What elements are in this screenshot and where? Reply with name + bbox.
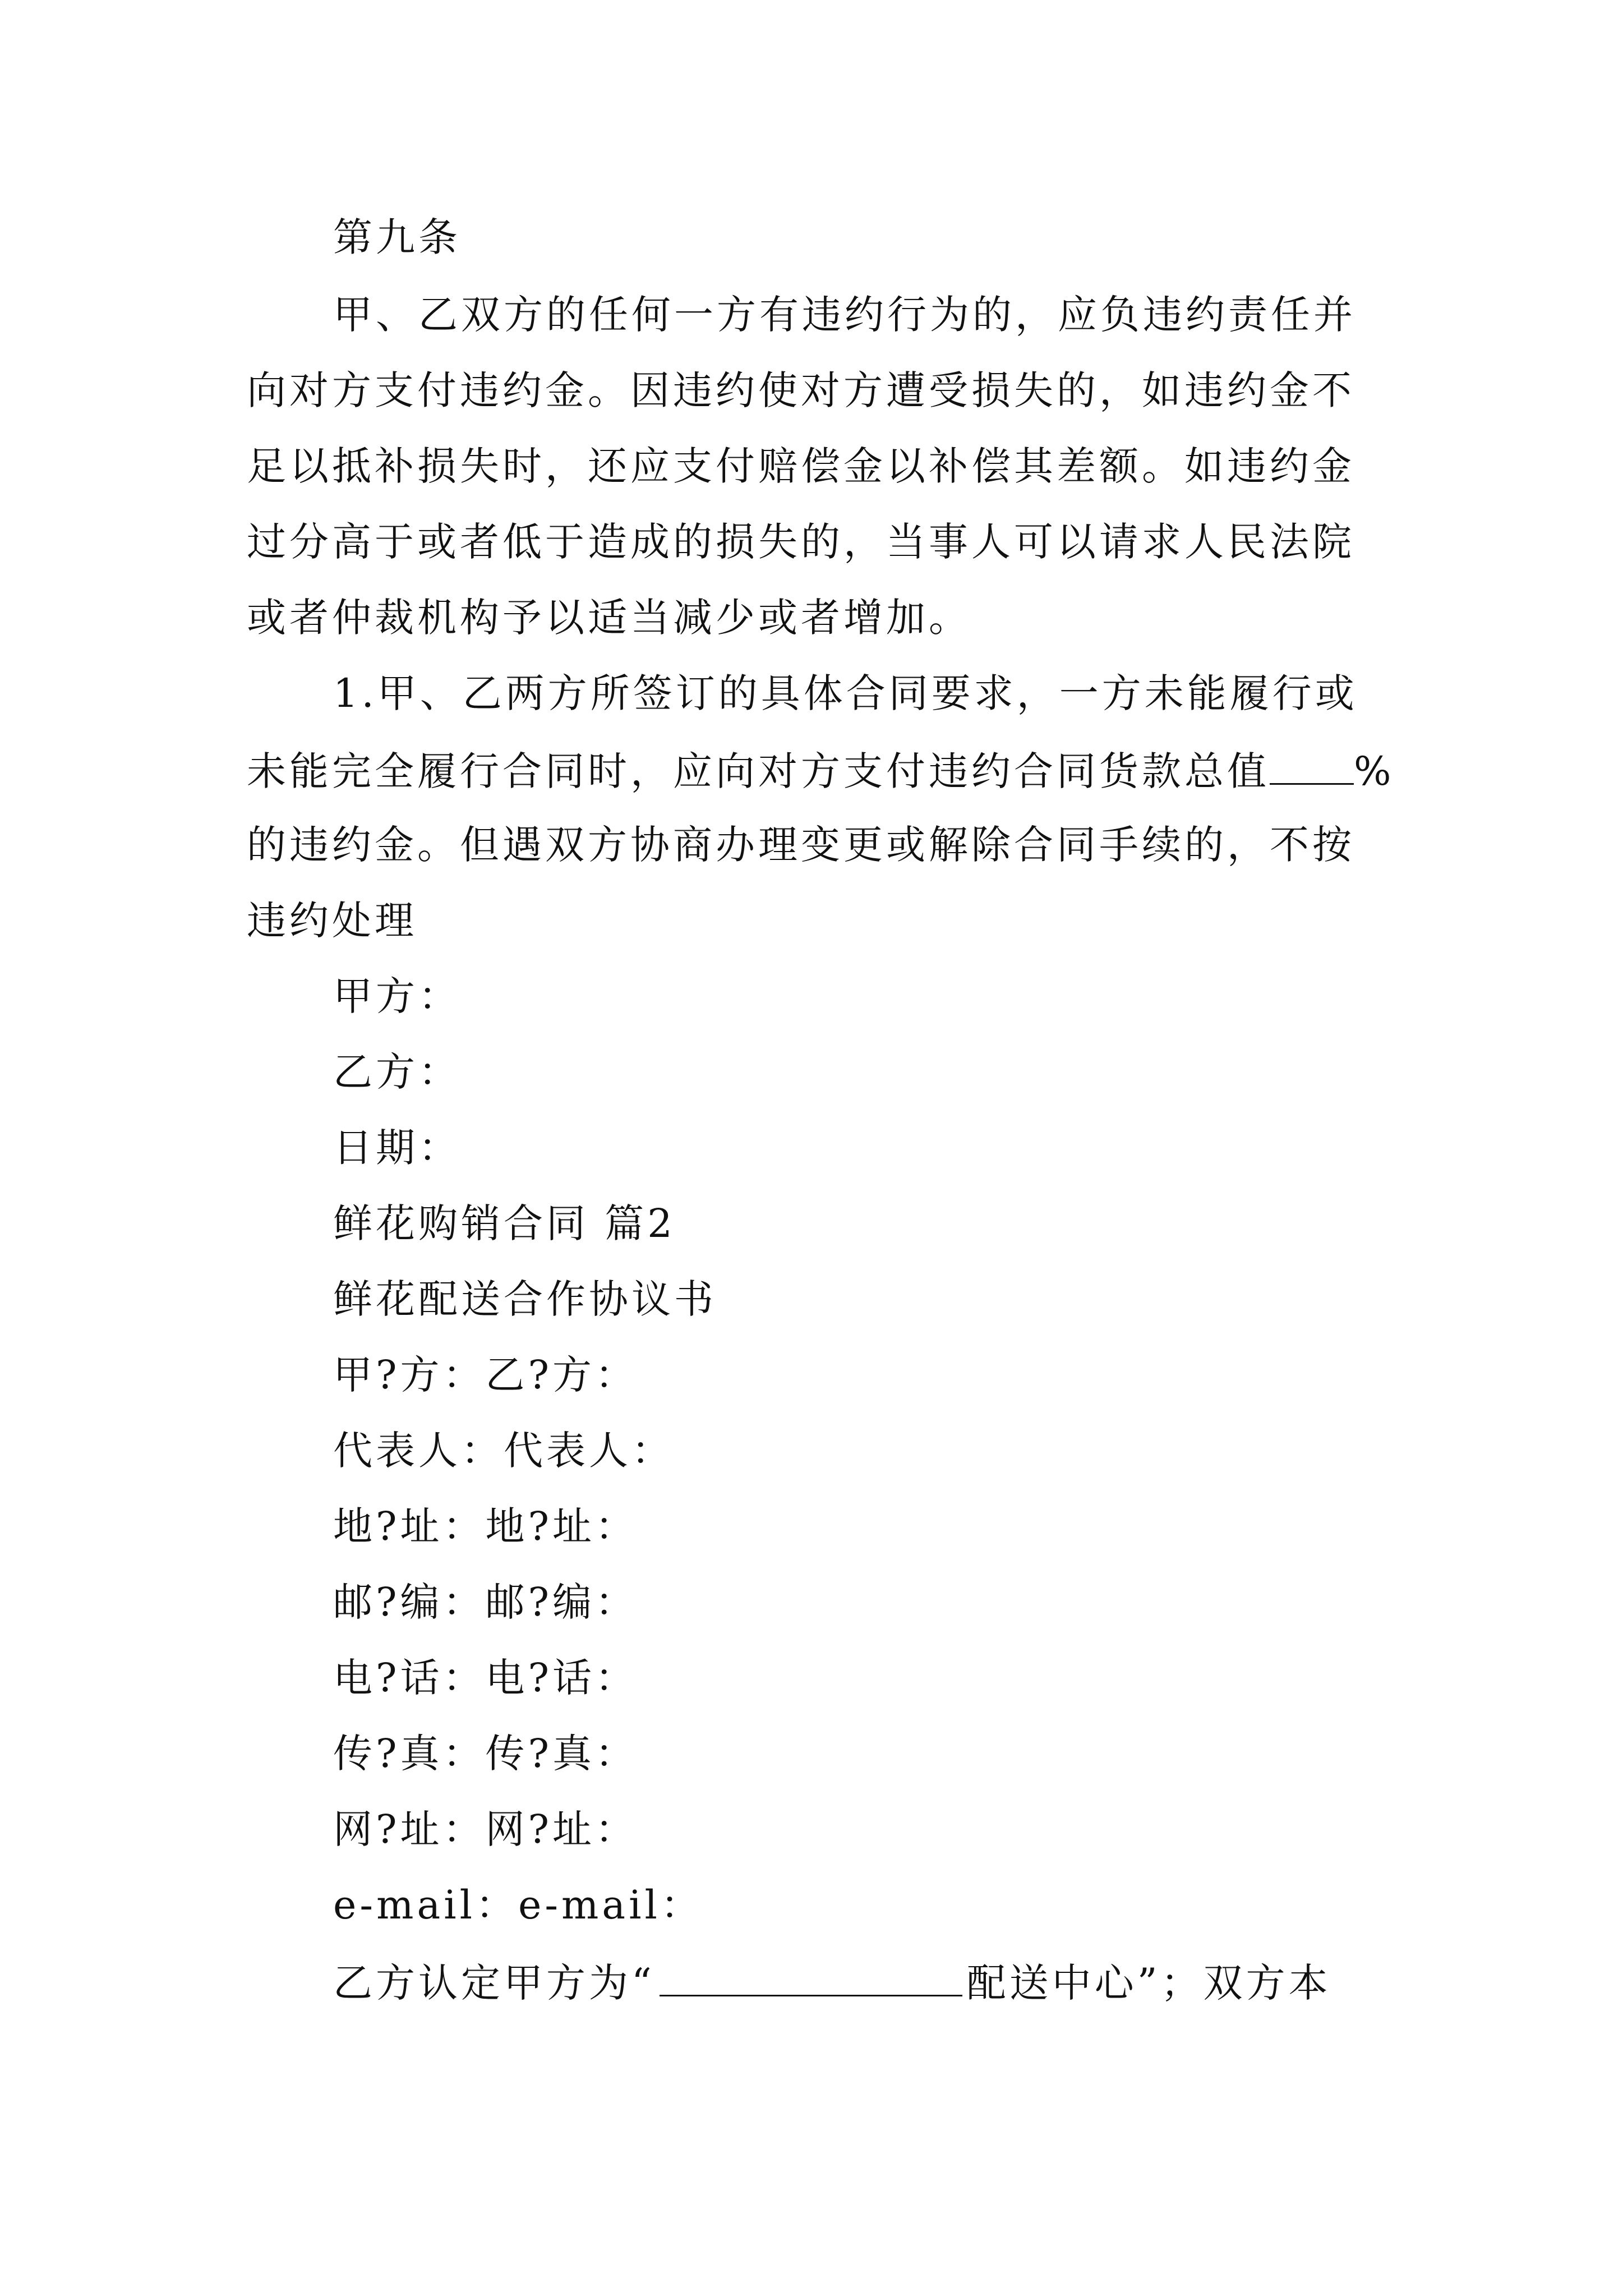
clause-line-with-blank [247,748,1395,794]
paragraph-line: 过分高于或者低于造成的损失的，当事人可以请求人民法院 [247,519,1355,565]
article-heading: 第九条 [333,214,461,260]
section-title: 鲜花购销合同 篇2 [333,1200,676,1246]
field-line: 甲?方：乙?方： [333,1352,638,1398]
paragraph-line: 足以抵补损失时，还应支付赔偿金以补偿其差额。如违约金 [247,443,1355,489]
clause-line: 1.甲、乙两方所签订的具体合同要求，一方未能履行或 [333,670,1358,716]
paragraph-line: 向对方支付违约金。因违约使对方遭受损失的，如违约金不 [247,367,1355,413]
field-line: 电?话：电?话： [333,1655,638,1701]
agreement-line-with-blank [333,1960,1331,2006]
paragraph-line: 甲、乙双方的任何一方有违约行为的，应负违约责任并 [333,292,1356,338]
party-b-label: 乙方： [333,1049,461,1095]
field-line: 代表人：代表人： [333,1428,674,1474]
agreement-text: 配送中心”；双方本 [966,1960,1331,2006]
percent-sign: % [1354,748,1395,794]
agreement-text: 乙方认定甲方为“ [333,1960,655,2006]
percentage-blank [1270,749,1354,785]
paragraph-line: 或者仲裁机构予以适当减少或者增加。 [247,595,971,641]
section-subtitle: 鲜花配送合作协议书 [333,1276,717,1322]
party-a-label: 甲方： [333,973,461,1019]
date-label: 日期： [333,1125,461,1171]
clause-text: 未能完全履行合同时，应向对方支付违约合同货款总值 [247,748,1270,794]
field-line: 传?真：传?真： [333,1731,638,1777]
field-line: 邮?编：邮?编： [333,1579,638,1625]
center-name-blank [660,1961,962,1996]
clause-line: 违约处理 [247,898,417,944]
field-line: 网?址：网?址： [333,1806,638,1852]
field-line: e-mail：e-mail： [333,1882,703,1928]
clause-line: 的违约金。但遇双方协商办理变更或解除合同手续的，不按 [247,822,1355,868]
field-line: 地?址：地?址： [333,1503,638,1549]
